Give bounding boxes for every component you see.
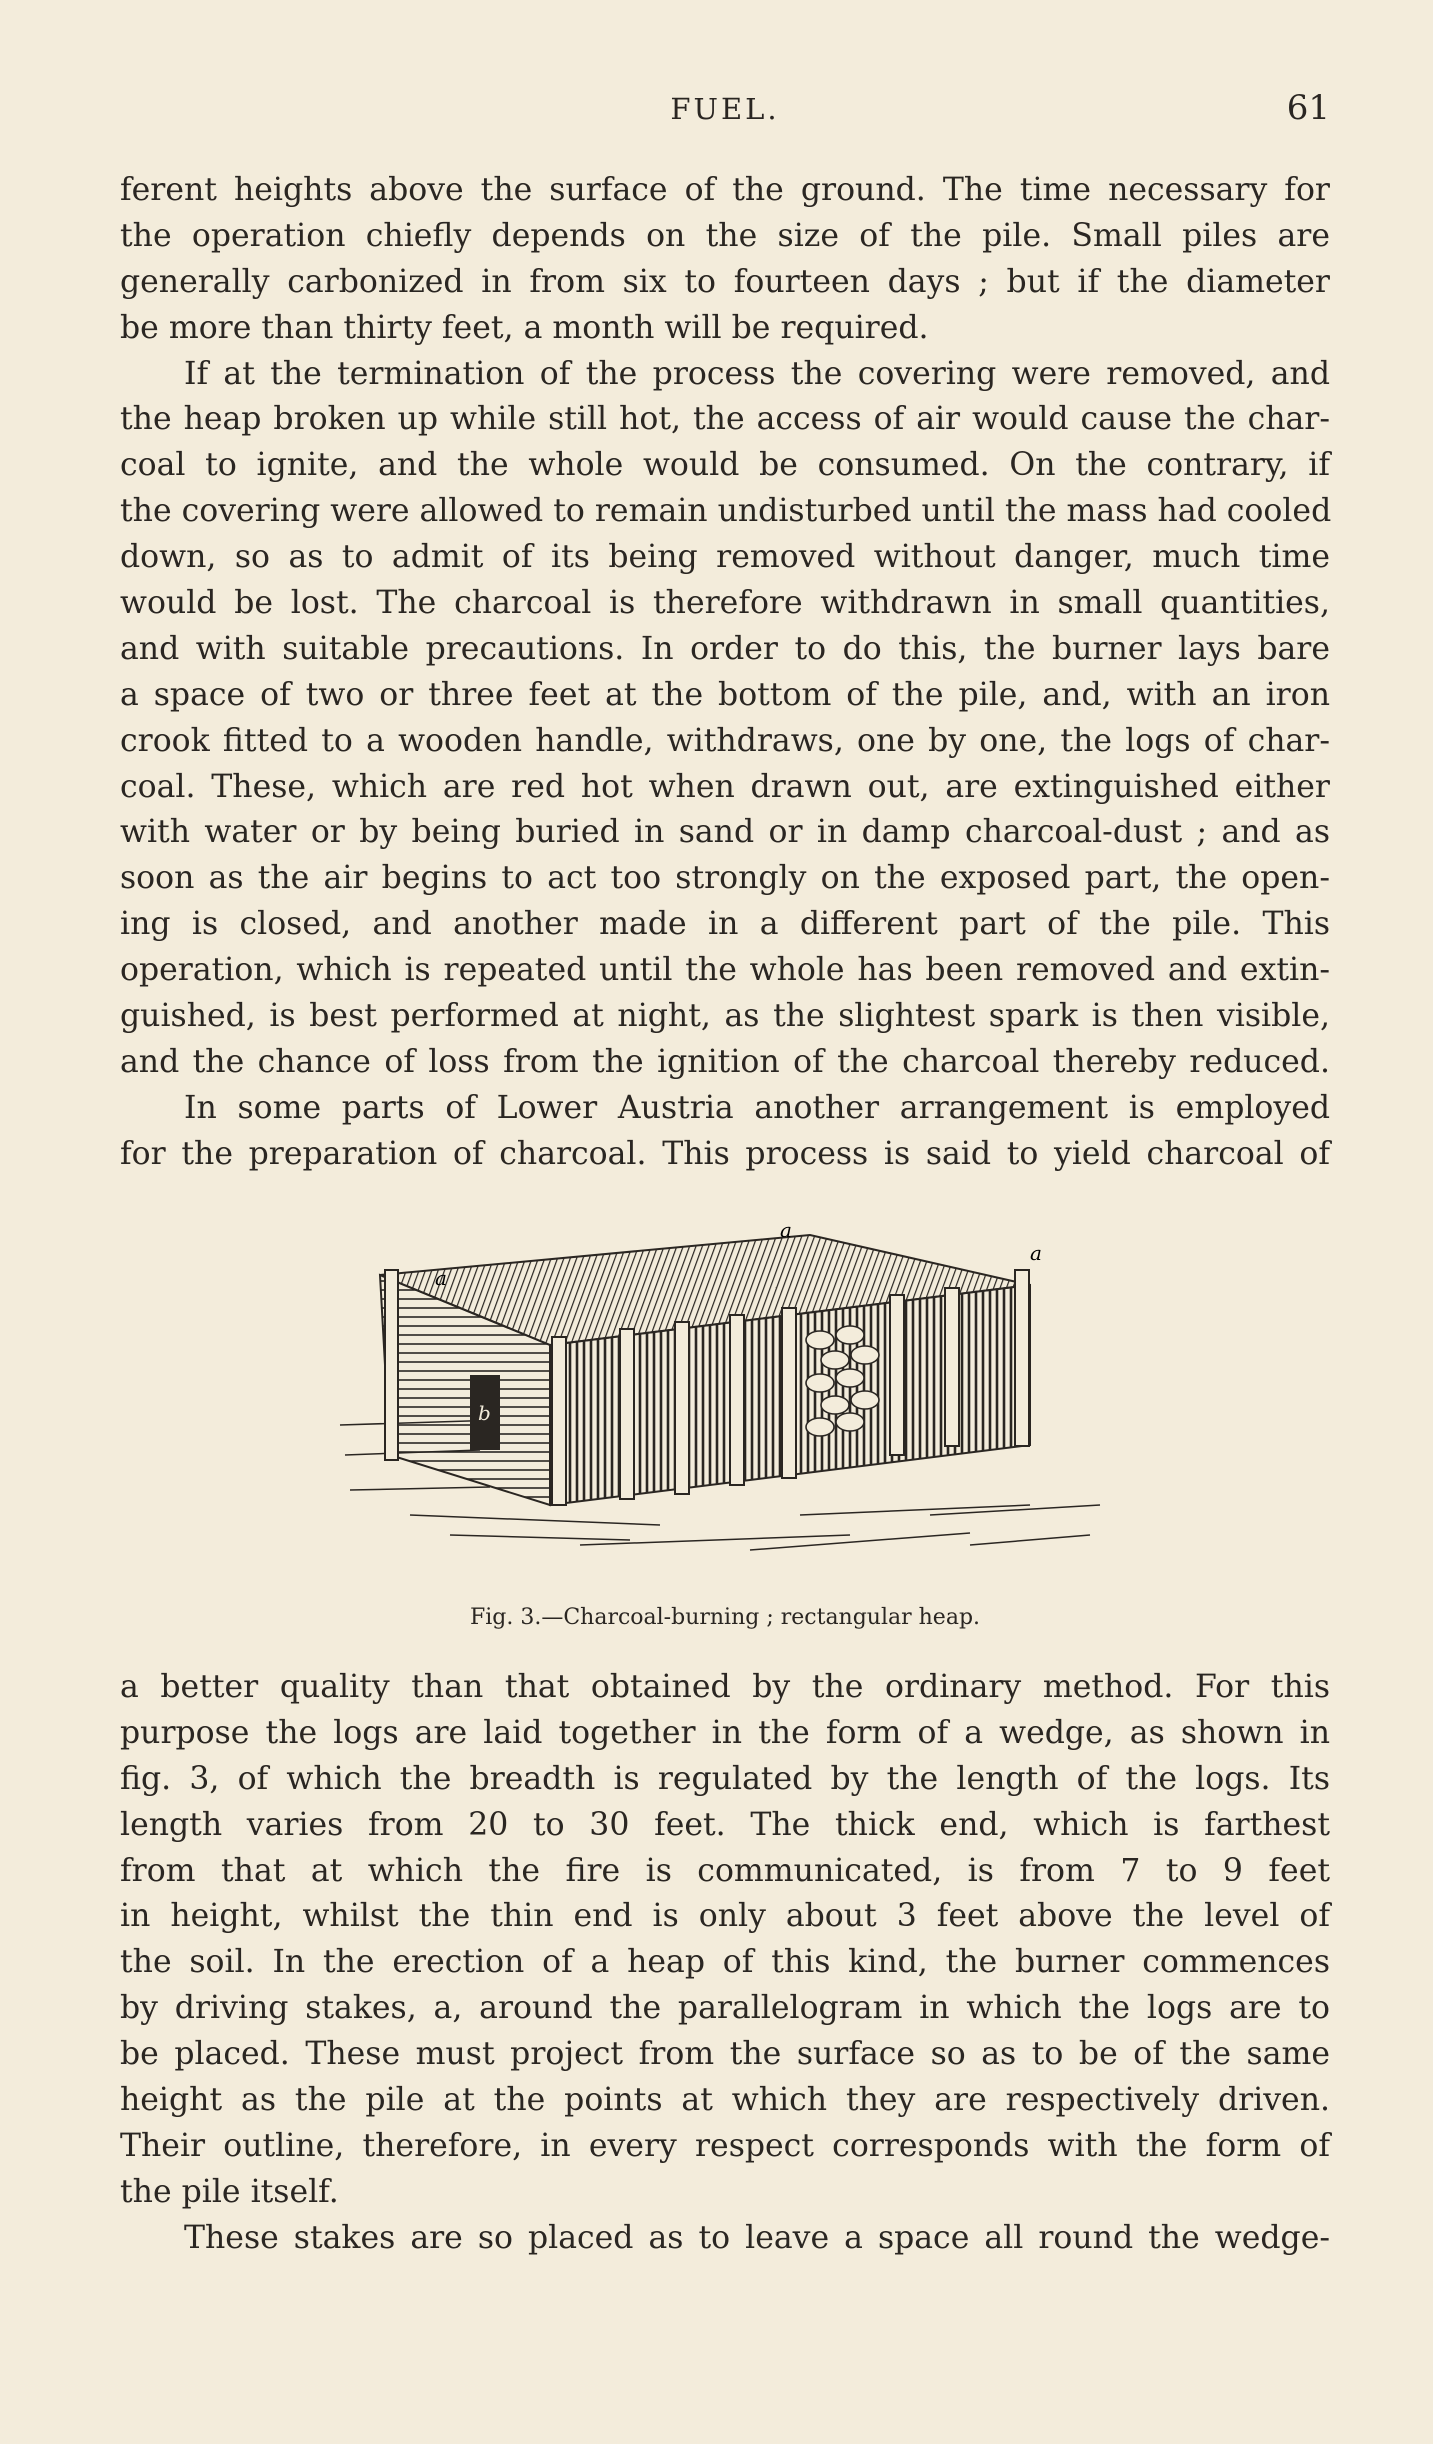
text-line: In some parts of Lower Austria another arrangement is employed — [184, 1089, 1330, 1126]
text-line: in height, whilst the thin end is only about 3 feet above the level of — [120, 1898, 1330, 1935]
text-line: purpose the logs are laid together in the form of a wedge, as shown in — [120, 1714, 1330, 1751]
label-a-left: a — [435, 1266, 447, 1290]
text-line: Their outline, therefore, in every respect corresponds with the form of — [120, 2127, 1330, 2164]
text-line: down, so as to admit of its being removed without danger, much time — [120, 539, 1330, 576]
text-line: the operation chiefly depends on the size of the pile. Small piles are — [120, 217, 1330, 254]
label-b: b — [478, 1401, 491, 1425]
text-line: a space of two or three feet at the bottom of the pile, and, with an iron — [120, 676, 1330, 713]
text-line: be placed. These must project from the surface so as to be of the same — [120, 2036, 1330, 2073]
text-line: coal. These, which are red hot when drawn out, are extinguished either — [120, 768, 1330, 805]
text-line: be more than thirty feet, a month will be required. — [120, 309, 929, 346]
body-text-lower — [120, 1665, 1330, 2262]
text-line: a better quality than that obtained by the ordinary method. For this — [120, 1669, 1330, 1705]
text-line: would be lost. The charcoal is therefore withdrawn in small quantities, — [120, 585, 1330, 622]
text-line: crook fitted to a wooden handle, withdraws, one by one, the logs of char- — [120, 722, 1330, 759]
label-a-top: a — [780, 1218, 792, 1242]
text-line: length varies from 20 to 30 feet. The thick end, which is farthest — [120, 1806, 1330, 1843]
text-line: ferent heights above the surface of the ground. The time necessary for — [120, 172, 1330, 208]
figure-caption: Fig. 3.—Charcoal-burning ; rectangular heap. — [469, 1605, 981, 1630]
text-line: guished, is best performed at night, as the slightest spark is then visible, — [120, 998, 1330, 1035]
text-line: the soil. In the erection of a heap of this kind, the burner commences — [120, 1944, 1330, 1981]
text-line: soon as the air begins to act too strongly on the exposed part, the open- — [120, 860, 1330, 897]
text-line: the heap broken up while still hot, the access of air would cause the char- — [120, 401, 1330, 438]
figure-charcoal-heap — [330, 1215, 1120, 1585]
page-number: 61 — [1286, 88, 1330, 128]
text-line: coal to ignite, and the whole would be consumed. On the contrary, if — [120, 447, 1330, 484]
text-line: ing is closed, and another made in a different part of the pile. This — [120, 906, 1330, 943]
text-line: and the chance of loss from the ignition of the charcoal thereby reduced. — [120, 1043, 1330, 1080]
text-line: for the preparation of charcoal. This process is said to yield charcoal of — [120, 1135, 1330, 1172]
text-line: by driving stakes, a, around the parallelogram in which the logs are to — [120, 1990, 1330, 2027]
running-head — [120, 88, 1330, 136]
text-line: from that at which the fire is communicated, is from 7 to 9 feet — [120, 1852, 1330, 1889]
text-line: These stakes are so placed as to leave a space all round the wedge- — [184, 2219, 1330, 2256]
label-a-right: a — [1030, 1241, 1042, 1265]
text-line: the covering were allowed to remain undisturbed until the mass had cooled — [120, 493, 1332, 530]
text-line: height as the pile at the points at which they are respectively driven. — [120, 2082, 1330, 2119]
text-line: fig. 3, of which the breadth is regulated by the length of the logs. Its — [120, 1760, 1330, 1797]
text-line: the pile itself. — [120, 2173, 339, 2210]
text-line: operation, which is repeated until the whole has been removed and extin- — [120, 952, 1330, 989]
text-line: If at the termination of the process the covering were removed, and — [184, 355, 1330, 392]
charcoal-heap-illustration — [330, 1215, 1120, 1585]
text-line: generally carbonized in from six to fourteen days ; but if the diameter — [120, 263, 1330, 300]
text-line: with water or by being buried in sand or in damp charcoal-dust ; and as — [120, 814, 1330, 851]
text-line: and with suitable precautions. In order to do this, the burner lays bare — [120, 630, 1330, 667]
body-text-upper — [120, 168, 1330, 1178]
running-title: FUEL. — [670, 92, 780, 126]
